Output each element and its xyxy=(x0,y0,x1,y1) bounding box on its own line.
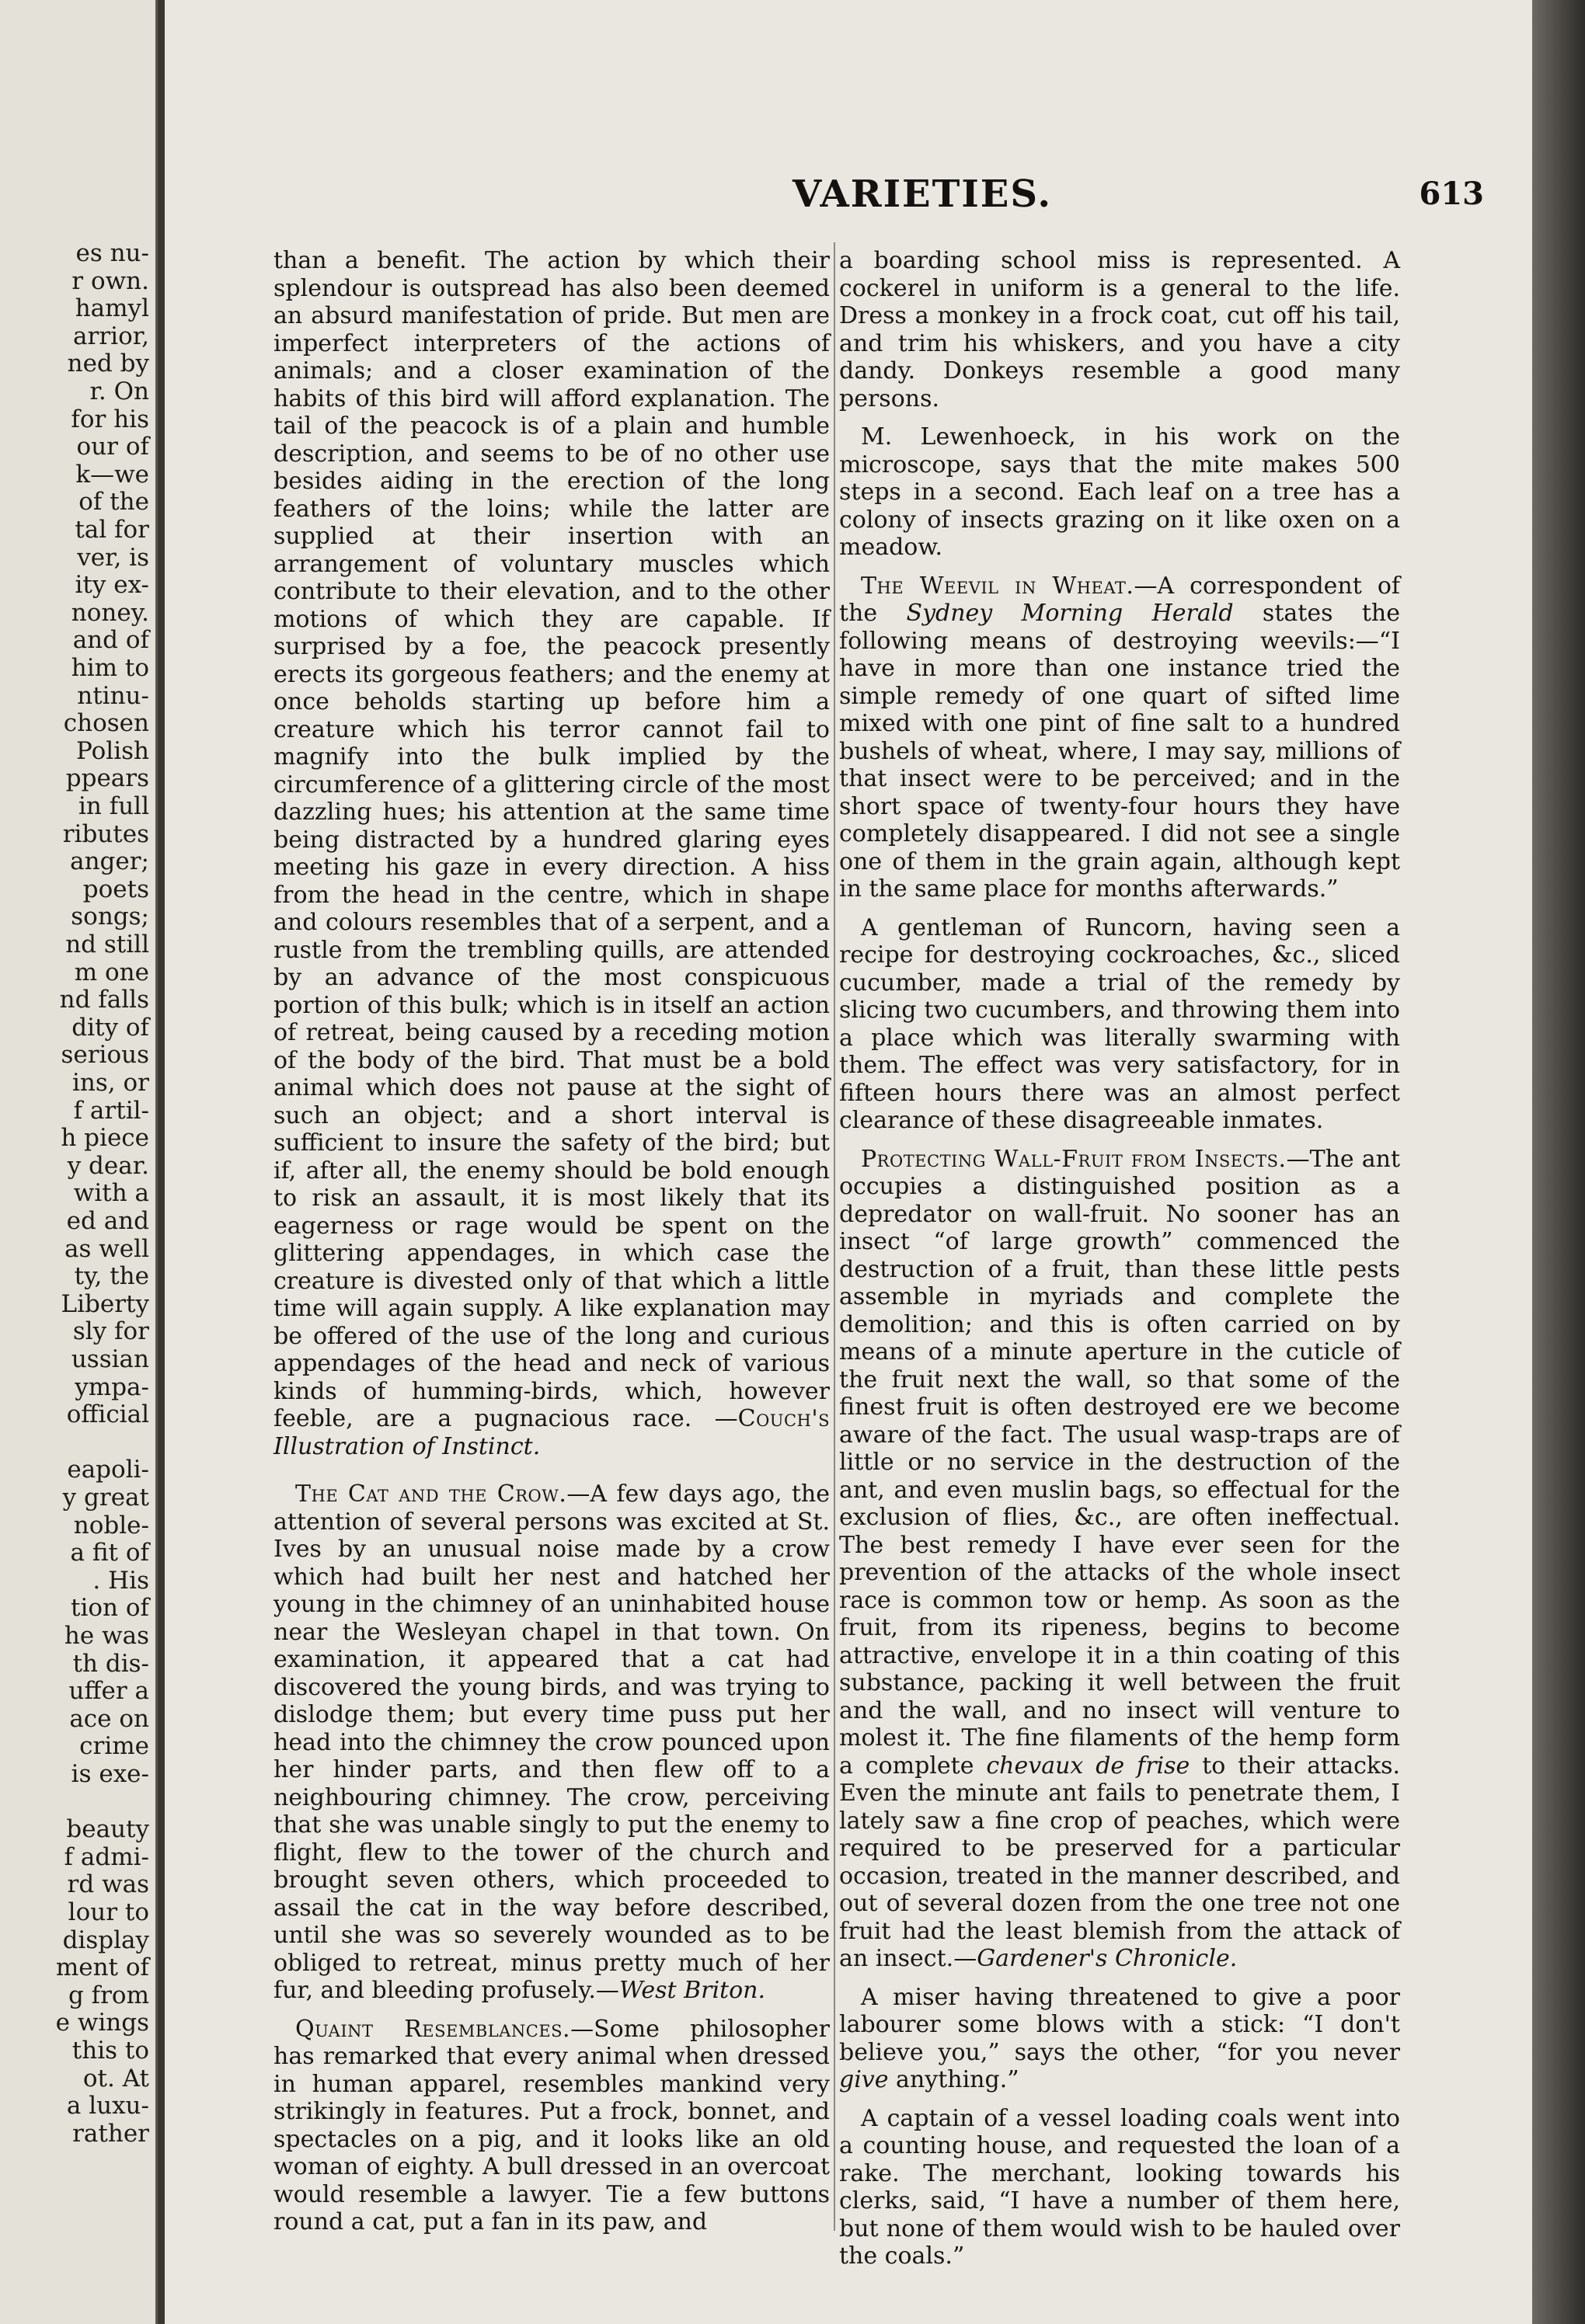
left-page-line: nd still xyxy=(65,931,149,958)
left-page-line: nd falls xyxy=(59,986,149,1014)
wall-fruit-italic: chevaux de frise xyxy=(986,1752,1190,1780)
left-page-line: a luxu- xyxy=(66,2092,149,2120)
left-page-line: Polish xyxy=(76,736,149,765)
adjacent-page-fragment xyxy=(0,0,158,2324)
left-page-line: ment of xyxy=(55,1953,149,1982)
miser-text-a: A miser having threatened to give a poor labourer some blows with a stick: “I don't believe you,” says the other, “for you never xyxy=(839,1983,1400,2066)
miser-paragraph xyxy=(839,1984,1400,2094)
captain-paragraph: A captain of a vessel loading coals went into a counting house, and requested the loan of a rake. The merchant, looking towards his clerks, said, “I have a number of them here, but none of them would wish to be hauled over the coals.” xyxy=(839,2104,1400,2270)
left-page-line: rather xyxy=(72,2119,149,2148)
left-page-line: ot. At xyxy=(82,2064,149,2093)
wall-fruit-paragraph xyxy=(839,1146,1400,1973)
left-page-line: es nu- xyxy=(75,239,149,267)
left-page-line: g from xyxy=(68,1981,149,2009)
left-page-line: for his xyxy=(71,405,149,433)
wall-fruit-heading: Protecting Wall-Fruit from Insects. xyxy=(861,1145,1287,1173)
peacock-source-author: Couch's xyxy=(737,1405,830,1432)
weevil-heading: The Weevil in Wheat. xyxy=(861,572,1134,600)
left-page-line: hamyl xyxy=(75,294,149,323)
left-page-line: beauty xyxy=(66,1815,149,1844)
left-page-line: sly for xyxy=(72,1317,149,1346)
left-page-line: tion of xyxy=(71,1594,149,1623)
left-page-line: f admi- xyxy=(64,1842,149,1871)
left-page-line: tal for xyxy=(75,516,149,544)
weevil-paragraph xyxy=(839,572,1400,903)
left-page-line: serious xyxy=(61,1041,149,1070)
left-page-line: eapoli- xyxy=(67,1456,149,1484)
wall-fruit-text-b: to their attacks. Even the minute ant fails to penetrate them, I lately saw a fine crop of peaches, which were required to be preserved for a particular occasion, treated in the manner described, and out of several dozen from the one tree not one fruit had the least blemish from the attack of an insect.— xyxy=(839,1752,1400,1972)
left-page-line: noney. xyxy=(71,598,149,627)
left-page-line: he was xyxy=(64,1622,149,1650)
left-page-line: a fit of xyxy=(70,1539,149,1567)
cat-crow-paragraph xyxy=(273,1480,830,2005)
peacock-text: than a benefit. The action by which their splendour is outspread has also been deemed an absurd manifestation of pride. But men are imperfect interpreters of the actions of animals; and a closer examination of the habits of this bird will afford explanation. The tail of the peacock is of a plain and humble description, and seems to be of no other use besides aiding in the erection of the long feathers of the loins; while the latter are supplied at their insertion with an arrangement of voluntary muscles which contribute to their elevation, and to the other motions of which they are capable. If surprised by a foe, the peacock presently erects its gorgeous feathers; and the enemy at once beholds starting up before him a creature which his terror cannot fail to magnify into the bulk implied by the circumference of a glittering circle of the most dazzling hues; his attention at the same time being distracted by a hundred glaring eyes meeting his gaze in every direction. A hiss from the head in the centre, which in shape and colours resembles that of a serpent, and a rustle from the trembling quills, are attended by an advance of the most conspicuous portion of this bulk; which is in itself an action of retreat, being caused by a receding motion of the body of the bird. That must be a bold animal which does not pause at the sight of such an object; and a short interval is sufficient to insure the safety of the bird; but if, after all, the enemy should be bold enough to risk an assault, it is most likely that its eagerness or rage would be spent on the glittering appendages, in which case the creature is divested only of that which a little time will again supply. A like explanation may be offered of the use of the long and curious appendages of the head and neck of various kinds of humming-birds, which, however feeble, are a pugnacious race. — xyxy=(273,247,830,1432)
page xyxy=(165,0,1532,2324)
left-page-line: e wings xyxy=(55,2009,149,2037)
left-page-line: arrior, xyxy=(73,322,149,350)
left-page-line: f artil- xyxy=(73,1096,149,1125)
left-page-line: is exe- xyxy=(71,1760,149,1788)
page-number: 613 xyxy=(1419,176,1484,212)
book-edge xyxy=(1532,0,1585,2324)
left-page-line: ntinu- xyxy=(77,681,149,710)
left-page-line: . His xyxy=(92,1566,149,1595)
left-page-line: ins, or xyxy=(72,1069,149,1097)
left-page-line: uffer a xyxy=(68,1677,149,1706)
peacock-source-work: Illustration of Instinct. xyxy=(273,1432,541,1460)
wall-fruit-source: Gardener's Chronicle. xyxy=(977,1945,1238,1972)
left-page-line: lour to xyxy=(68,1898,149,1926)
text-column-left xyxy=(273,247,830,2235)
weevil-text-a: —A correspondent of the xyxy=(839,572,1400,627)
mite-paragraph: M. Lewenhoeck, in his work on the microscope, says that the mite makes 500 steps in a second. Each leaf on a tree has a colony of insects grazing on it like oxen on a meadow. xyxy=(839,423,1400,561)
left-page-line: ributes xyxy=(62,819,149,848)
left-page-line: this to xyxy=(71,2037,149,2065)
runcorn-paragraph: A gentleman of Runcorn, having seen a recipe for destroying cockroaches, &c., sliced cucumber, made a trial of the remedy by slicing two cucumbers, and throwing them into a place which was literally swarming with them. The effect was very satisfactory, for in fifteen hours there was an almost perfect clearance of these disagreeable inmates. xyxy=(839,913,1400,1134)
quaint-continued-paragraph: a boarding school miss is represented. A cockerel in uniform is a general to the life. Dress a monkey in a frock coat, cut off his tail, and trim his whiskers, and you have a city dandy. Donkeys resemble a good many persons. xyxy=(839,247,1400,412)
left-page-line: k—we xyxy=(75,460,149,489)
quaint-heading: Quaint Resemblances. xyxy=(295,2015,571,2043)
miser-italic: give xyxy=(839,2066,889,2093)
left-page-line: ty, the xyxy=(74,1262,149,1291)
cat-crow-text: —A few days ago, the attention of several persons was excited at St. Ives by an unusual noise made by a crow which had built her nest and hatched her young in the chimney of an uninhabited house near the Wesleyan chapel in that town. On examination, it appeared that a cat had discovered the young birds, and was trying to dislodge them; but every time puss put her head into the chimney the crow pounced upon her hinder parts, and then flew off to a neighbouring chimney. The crow, perceiving that she was unable singly to put the enemy to flight, flew to the tower of the church and brought seven others, which proceeded to assail the cat in the way before described, until she was so severely wounded as to be obliged to retreat, minus pretty much of her fur, and bleeding profusely.— xyxy=(273,1480,830,2004)
left-page-line: y great xyxy=(62,1484,149,1512)
left-page-line: r own. xyxy=(71,266,149,295)
left-page-line: chosen xyxy=(63,709,149,738)
column-divider xyxy=(834,242,835,2231)
running-header-title: VARIETIES. xyxy=(792,172,1053,216)
left-page-line: ed and xyxy=(66,1207,149,1235)
left-page-line: crime xyxy=(79,1732,149,1761)
cat-crow-heading: The Cat and the Crow. xyxy=(295,1480,567,1508)
left-page-line: ned by xyxy=(67,350,149,378)
left-page-line: rd was xyxy=(67,1870,149,1899)
left-page-line: ity ex- xyxy=(75,571,149,600)
left-page-line: y dear. xyxy=(67,1151,149,1180)
cat-crow-source: West Briton. xyxy=(618,1977,766,2004)
left-page-line: th dis- xyxy=(72,1649,149,1678)
left-page-line: Liberty xyxy=(61,1289,149,1318)
left-page-line: anger; xyxy=(70,847,149,876)
left-page-line: poets xyxy=(82,875,149,903)
weevil-text-b: states the following means of destroying weevils:—“I have in more than one instance tried the simple remedy of one quart of sifted lime mixed with one pint of fine salt to a hundred bushels of wheat, where, I may say, millions of that insect were to be perceived; and in the short space of twenty-four hours they have completely disappeared. I did not see a single one of them in the grain again, although kept in the same place for months afterwards.” xyxy=(839,600,1400,903)
left-page-line: in full xyxy=(78,792,149,820)
left-page-line: him to xyxy=(71,654,149,682)
left-page-line: ympa- xyxy=(75,1372,149,1401)
quaint-paragraph xyxy=(273,2016,830,2236)
left-page-line: noble- xyxy=(73,1511,149,1539)
left-page-line: as well xyxy=(64,1234,149,1263)
left-page-line: and of xyxy=(72,626,149,655)
quaint-text: —Some philosopher has remarked that every animal when dressed in human apparel, resembles mankind very strikingly in features. Put a frock, bonnet, and spectacles on a pig, and it looks like an old woman of eighty. A bull dressed in an overcoat would resemble a lawyer. Tie a few buttons round a cat, put a fan in its paw, and xyxy=(273,2015,830,2235)
left-page-line: of the xyxy=(78,488,149,517)
left-page-line: ppears xyxy=(65,764,149,793)
wall-fruit-text-a: —The ant occupies a distinguished position as a depredator on wall-fruit. No sooner has an insect “of large growth” commenced the destruction of a fruit, than these little pests assemble in myriads and complete the demolition; and this is often carried on by means of a minute aperture in the cuticle of the fruit next the wall, so that some of the finest fruit is often destroyed ere we become aware of the fact. The usual wasp-traps are of little or no service in the destruction of the ant, and even muslin bags, so effectual for the exclusion of flies, &c., are often ineffectual. The best remedy I have ever seen for the prevention of the attacks of the whole insect race is common tow or hemp. As soon as the fruit, from its ripeness, begins to become attractive, envelope it in a thin coating of this substance, packing it well between the fruit and the wall, and no insect will venture to molest it. The fine filaments of the hemp form a complete xyxy=(839,1145,1401,1780)
weevil-newspaper: Sydney Morning Herald xyxy=(906,600,1234,627)
left-page-line: our of xyxy=(76,433,149,461)
left-page-line: ver, is xyxy=(77,543,149,572)
left-page-line: r. On xyxy=(89,377,149,405)
text-column-right xyxy=(839,247,1401,2270)
left-page-line: dity of xyxy=(71,1013,149,1042)
left-page-line: ace on xyxy=(69,1704,149,1733)
left-page-line: official xyxy=(66,1400,149,1429)
left-page-line: display xyxy=(62,1926,149,1954)
left-page-line: ussian xyxy=(71,1345,149,1373)
left-page-line: songs; xyxy=(71,903,149,931)
left-page-line: h piece xyxy=(61,1124,149,1153)
peacock-paragraph xyxy=(273,247,830,1460)
left-page-line: with a xyxy=(73,1179,149,1208)
miser-text-b: anything.” xyxy=(888,2066,1019,2093)
left-page-line: m one xyxy=(74,958,149,986)
